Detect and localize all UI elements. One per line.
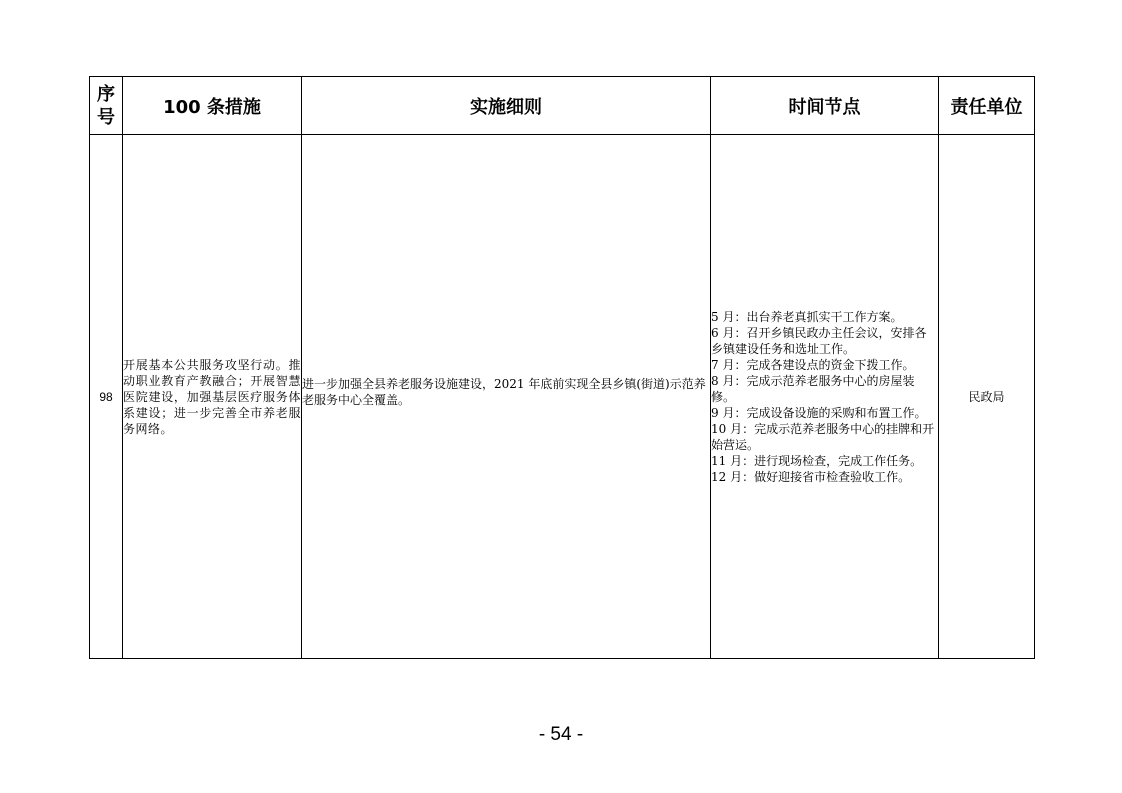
timeline-item: 8 月：完成示范养老服务中心的房屋装修。 [711,373,915,404]
row-timeline [711,135,939,659]
table-row [90,135,1035,659]
header-seq [90,77,123,135]
timeline-item: 11 月：进行现场检查，完成工作任务。 [711,453,923,468]
header-seq-line1: 序 [97,83,115,105]
timeline-item: 7 月：完成各建设点的资金下拨工作。 [711,357,915,372]
header-seq-line2: 号 [97,106,115,128]
row-detail-text: 进一步加强全县养老服务设施建设，2021 年底前实现全县乡镇(街道)示范养老服务中心全覆盖。 [302,377,706,407]
table-header-row [90,77,1035,135]
row-seq: 98 [90,135,123,659]
header-timeline: 时间节点 [711,77,939,135]
row-detail [302,135,711,659]
page-number: - 54 - [538,724,584,745]
timeline-item: 9 月：完成设备设施的采购和布置工作。 [711,405,927,420]
timeline-item: 10 月：完成示范养老服务中心的挂牌和开始营运。 [711,421,935,452]
timeline-item: 6 月：召开乡镇民政办主任会议，安排各乡镇建设任务和选址工作。 [711,325,927,356]
timeline-item: 5 月：出台养老真抓实干工作方案。 [711,309,903,324]
row-measure: 开展基本公共服务攻坚行动。推动职业教育产教融合；开展智慧医院建设，加强基层医疗服务体系建设；进一步完善全市养老服务网络。 [123,135,302,659]
header-measures: 100 条措施 [123,77,302,135]
header-details: 实施细则 [302,77,711,135]
row-unit: 民政局 [939,135,1035,659]
timeline-item: 12 月：做好迎接省市检查验收工作。 [711,469,911,484]
header-unit: 责任单位 [939,77,1035,135]
measures-table [89,76,1035,659]
